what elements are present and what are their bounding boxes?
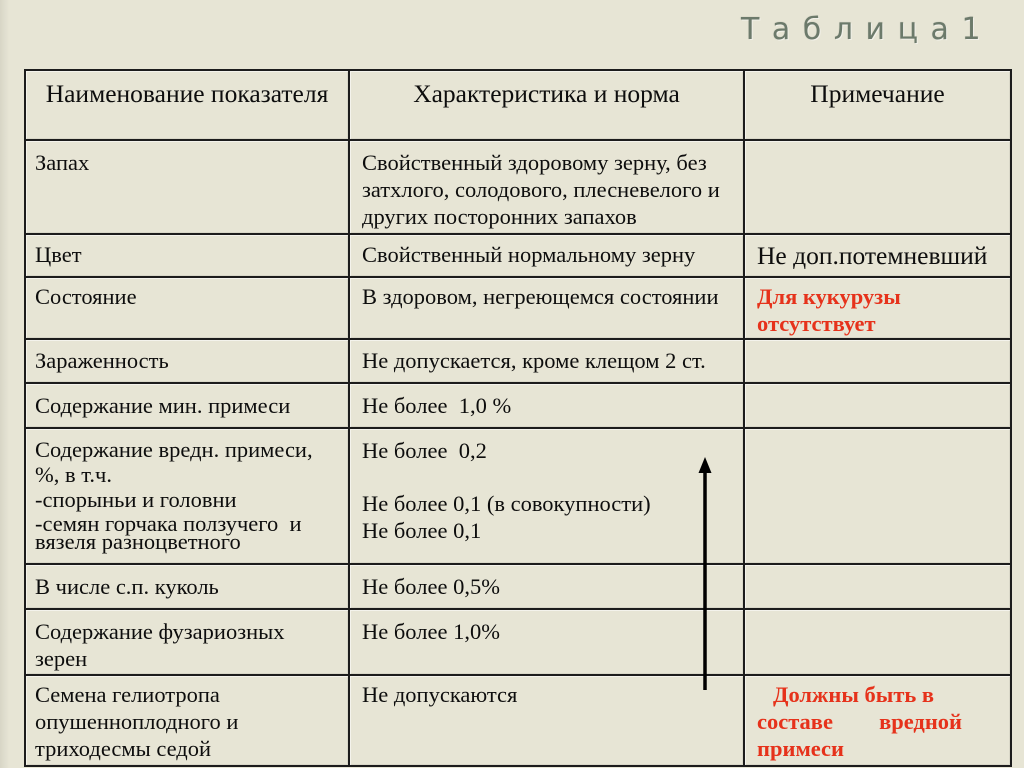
indicator-cell — [26, 610, 350, 674]
highlighted-note-line: отсутствует — [757, 311, 876, 336]
norm-cell — [350, 610, 745, 674]
indicator-cell — [26, 235, 350, 276]
cell-text-line: Свойственный здоровому зерну, без — [362, 150, 707, 175]
cell-text-line: Не более 1,0% — [362, 619, 500, 644]
norm-cell — [350, 340, 745, 382]
column-header-norm: Характеристика и норма — [350, 71, 745, 139]
column-header-indicator: Наименование показателя — [26, 71, 350, 139]
cell-text-line: -семян горчака ползучего и — [35, 511, 302, 536]
cell-text-line: Зараженность — [35, 348, 169, 373]
cell-text-line: Содержание фузариозных — [35, 619, 285, 644]
indicator-cell — [26, 141, 350, 233]
norm-cell — [350, 676, 745, 765]
cell-text-line: В числе с.п. куколь — [35, 574, 219, 599]
cell-text-line: -спорыньи и головни — [35, 487, 237, 512]
data-table — [24, 69, 1012, 767]
slide-title: Т а б л и ц а 1 — [741, 12, 983, 47]
cell-text-line: других посторонних запахов — [362, 204, 637, 229]
norm-cell — [350, 235, 745, 276]
cell-text-line: Не более 0,1 (в совокупности) — [362, 491, 651, 516]
table-row — [26, 340, 1012, 384]
cell-text-line: Не допускается, кроме клещом 2 ст. — [362, 348, 706, 373]
norm-cell — [350, 384, 745, 427]
cell-text-line: Состояние — [35, 284, 137, 309]
indicator-cell — [26, 278, 350, 338]
cell-text-line: Содержание вредн. примеси, — [35, 437, 313, 462]
cell-text-line: Цвет — [35, 242, 82, 267]
highlighted-note-line: примеси — [757, 736, 844, 761]
note-cell — [745, 141, 1012, 233]
table-row — [26, 141, 1012, 235]
note-cell — [745, 340, 1012, 382]
cell-text-line: %, в т.ч. — [35, 462, 112, 487]
table-header-row — [26, 71, 1012, 141]
note-cell — [745, 384, 1012, 427]
note-cell — [745, 429, 1012, 563]
indicator-cell — [26, 384, 350, 427]
norm-cell — [350, 278, 745, 338]
cell-text-line: Не более 0,2 — [362, 438, 487, 463]
table-row — [26, 565, 1012, 610]
table-row — [26, 384, 1012, 429]
cell-text-line: Запах — [35, 150, 90, 175]
arrow-up-icon — [690, 450, 720, 700]
highlighted-note-line: Для кукурузы — [757, 284, 901, 309]
indicator-cell — [26, 429, 350, 563]
note-cell — [745, 235, 1012, 276]
cell-text-line: триходесмы седой — [35, 736, 212, 761]
cell-text-line: Не более 1,0 % — [362, 393, 512, 418]
cell-text-line: Не допускаются — [362, 682, 518, 707]
table-row — [26, 278, 1012, 340]
note-cell — [745, 676, 1012, 765]
cell-text-line: Свойственный нормальному зерну — [362, 242, 696, 267]
cell-text-line: Не более 0,5% — [362, 574, 500, 599]
arrow-head — [699, 457, 712, 473]
norm-cell — [350, 429, 745, 563]
table-row — [26, 429, 1012, 565]
cell-text-line: В здоровом, негреющемся состоянии — [362, 284, 719, 309]
highlighted-note-line: составе вредной — [757, 709, 962, 734]
cell-text-line: Не более 0,1 — [362, 518, 482, 543]
table-row — [26, 235, 1012, 278]
cell-text-line: затхлого, солодового, плесневелого и — [362, 177, 720, 202]
note-cell — [745, 278, 1012, 338]
indicator-cell — [26, 676, 350, 765]
indicator-cell — [26, 340, 350, 382]
table-row — [26, 676, 1012, 767]
norm-cell — [350, 141, 745, 233]
indicator-cell — [26, 565, 350, 608]
cell-text-line: Семена гелиотропа — [35, 682, 220, 707]
note-cell — [745, 565, 1012, 608]
cell-text-line: вязеля разноцветного — [35, 529, 241, 554]
cell-text-line: зерен — [35, 646, 88, 671]
cell-text-line: опушенноплодного и — [35, 709, 239, 734]
cell-text-line: Не доп.потемневший — [757, 241, 988, 270]
table-row — [26, 610, 1012, 676]
note-cell — [745, 610, 1012, 674]
highlighted-note-line: Должны быть в — [773, 682, 935, 707]
norm-cell — [350, 565, 745, 608]
column-header-note: Примечание — [745, 71, 1012, 139]
cell-text-line: Содержание мин. примеси — [35, 393, 291, 418]
